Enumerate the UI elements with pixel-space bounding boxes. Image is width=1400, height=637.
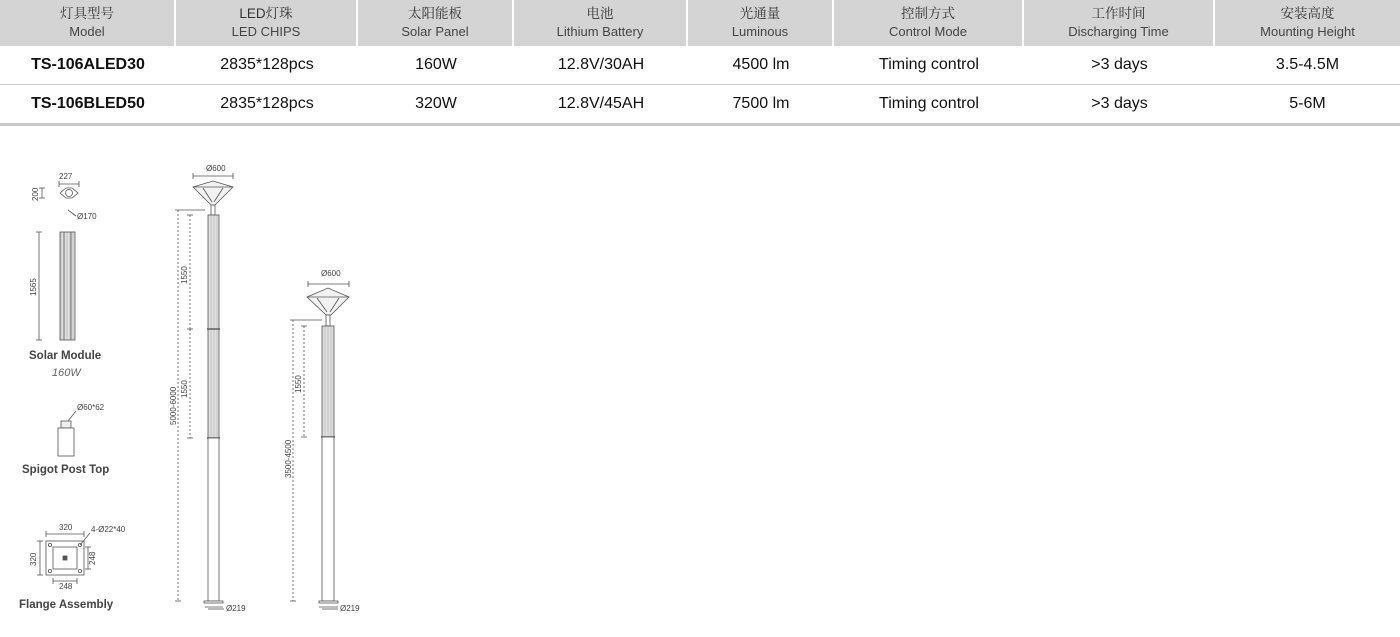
flange-bolt-hole [78, 569, 81, 572]
spigot-body [58, 428, 74, 456]
solar-module-power: 160W [52, 367, 81, 379]
dim-flange-holes: 4-Ø22*40 [91, 525, 126, 534]
dim-module-width: 227 [59, 172, 73, 181]
lamp-head-tall [193, 181, 233, 205]
header-solar-panel: 太阳能板 Solar Panel [358, 0, 514, 46]
cell-model: TS-106BLED50 [0, 85, 176, 126]
dim-tall-total: 5000-6000 [169, 386, 178, 425]
flange-label: Flange Assembly [19, 599, 114, 611]
short-pole-shaft [322, 437, 334, 601]
dim-module-length: 1565 [29, 278, 38, 296]
cell-mounting-height: 3.5-4.5M [1215, 46, 1400, 85]
cell-mounting-height: 5-6M [1215, 85, 1400, 126]
lamp-head-short [307, 288, 349, 315]
cell-led-chips: 2835*128pcs [176, 85, 358, 126]
tall-module-lower [208, 329, 219, 438]
spigot-cap [61, 421, 71, 428]
dim-short-base: Ø219 [340, 604, 360, 613]
header-discharging-time: 工作时间 Discharging Time [1024, 0, 1215, 46]
header-luminous: 光通量 Luminous [688, 0, 834, 46]
cell-battery: 12.8V/45AH [514, 85, 688, 126]
header-control-mode: 控制方式 Control Mode [834, 0, 1024, 46]
dim-module-diameter: Ø170 [77, 212, 97, 221]
dim-flange-outer-w: 320 [59, 523, 73, 532]
dim-tall-module-upper: 1550 [180, 266, 189, 284]
short-pole-drawing [290, 281, 349, 609]
short-module [322, 326, 334, 437]
dim-short-lamp: Ø600 [321, 269, 341, 278]
tall-module-upper [208, 215, 219, 329]
cell-led-chips: 2835*128pcs [176, 46, 358, 85]
cell-solar-panel: 160W [358, 46, 514, 85]
spigot-label: Spigot Post Top [22, 464, 110, 476]
dim-flange-outer-h: 320 [29, 552, 38, 566]
header-mounting-height: 安装高度 Mounting Height [1215, 0, 1400, 46]
dim-module-height: 200 [31, 187, 40, 201]
solar-module-body [60, 232, 75, 340]
dim-flange-inner-h: 248 [88, 551, 97, 565]
tall-pole-shaft [208, 438, 219, 601]
cell-control-mode: Timing control [834, 46, 1024, 85]
tall-pole-base [204, 601, 223, 603]
cell-luminous: 4500 lm [688, 46, 834, 85]
header-led-chips: LED灯珠 LED CHIPS [176, 0, 358, 46]
flange-drawing [37, 531, 91, 584]
header-model: 灯具型号 Model [0, 0, 176, 46]
solar-module-drawing [36, 181, 79, 340]
dim-tall-lamp: Ø600 [206, 164, 226, 173]
cell-model: TS-106ALED30 [0, 46, 176, 85]
header-battery: 电池 Lithium Battery [514, 0, 688, 46]
cell-luminous: 7500 lm [688, 85, 834, 126]
dim-tall-base: Ø219 [226, 604, 246, 613]
dim-short-module: 1550 [294, 375, 303, 393]
cell-solar-panel: 320W [358, 85, 514, 126]
dim-tall-module-lower: 1550 [180, 380, 189, 398]
cell-discharging-time: >3 days [1024, 85, 1215, 126]
solar-module-label: Solar Module [29, 350, 102, 362]
dim-flange-inner-w: 248 [59, 582, 73, 591]
spigot-drawing [58, 411, 76, 456]
short-pole-base [319, 601, 338, 603]
cell-control-mode: Timing control [834, 85, 1024, 126]
flange-bolt-hole [48, 569, 51, 572]
flange-bolt-hole [48, 543, 51, 546]
cell-battery: 12.8V/30AH [514, 46, 688, 85]
dim-short-total: 3500-4500 [284, 439, 293, 478]
dim-spigot: Ø60*62 [77, 403, 105, 412]
cell-discharging-time: >3 days [1024, 46, 1215, 85]
